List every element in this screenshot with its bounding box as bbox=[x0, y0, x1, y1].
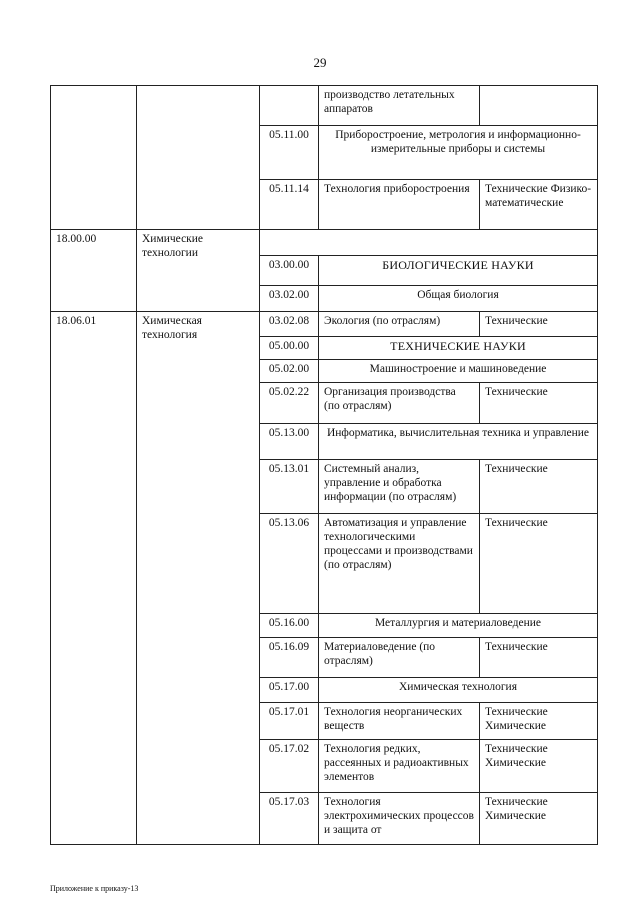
fields-cell: Технические bbox=[480, 514, 598, 614]
title-cell: Организация производства (по отраслям) bbox=[319, 383, 480, 424]
group-heading: Машиностроение и машиноведение bbox=[319, 360, 598, 383]
fields-cell bbox=[480, 86, 598, 126]
fields-cell: Технические bbox=[480, 312, 598, 337]
group-heading: Металлургия и материаловедение bbox=[319, 614, 598, 638]
group-heading: Приборостроение, метрология и информационно-измерительные приборы и системы bbox=[319, 126, 598, 180]
code-cell: 03.02.00 bbox=[260, 286, 319, 312]
group-heading: Химическая технология bbox=[319, 678, 598, 703]
title-cell: Технология электрохимических процессов и защита от bbox=[319, 793, 480, 845]
code-cell: 05.16.00 bbox=[260, 614, 319, 638]
code-cell: 05.11.00 bbox=[260, 126, 319, 180]
code-cell: 05.16.09 bbox=[260, 638, 319, 678]
title-cell: Технология приборостроения bbox=[319, 180, 480, 230]
table-row bbox=[51, 86, 598, 126]
table-row bbox=[51, 312, 598, 337]
fields-cell: Технические Химические bbox=[480, 703, 598, 740]
fields-cell: Технические bbox=[480, 460, 598, 514]
code-cell: 05.13.00 bbox=[260, 424, 319, 460]
code-cell: 05.17.03 bbox=[260, 793, 319, 845]
code-cell: 05.17.00 bbox=[260, 678, 319, 703]
title-cell: Материаловедение (по отраслям) bbox=[319, 638, 480, 678]
code-cell: 05.17.02 bbox=[260, 740, 319, 793]
section-heading: ТЕХНИЧЕСКИЕ НАУКИ bbox=[319, 337, 598, 360]
fields-cell: Технические bbox=[480, 383, 598, 424]
title-cell: Технология неорганических веществ bbox=[319, 703, 480, 740]
code-cell: 05.11.14 bbox=[260, 180, 319, 230]
new-name-cell bbox=[137, 86, 260, 230]
group-heading: Информатика, вычислительная техника и управление bbox=[319, 424, 598, 460]
title-cell: Экология (по отраслям) bbox=[319, 312, 480, 337]
code-cell: 03.02.08 bbox=[260, 312, 319, 337]
title-cell: Автоматизация и управление технологическими процессами и производствами (по отраслям) bbox=[319, 514, 480, 614]
code-cell: 05.02.22 bbox=[260, 383, 319, 424]
footer-note: Приложение к приказу-13 bbox=[50, 884, 139, 893]
code-cell bbox=[260, 86, 319, 126]
fields-cell: Технические Химические bbox=[480, 740, 598, 793]
code-cell: 05.00.00 bbox=[260, 337, 319, 360]
group-heading: Общая биология bbox=[319, 286, 598, 312]
section-heading: БИОЛОГИЧЕСКИЕ НАУКИ bbox=[319, 256, 598, 286]
table-row bbox=[51, 230, 598, 256]
fields-cell: Технические Физико-математические bbox=[480, 180, 598, 230]
title-cell: Системный анализ, управление и обработка информации (по отраслям) bbox=[319, 460, 480, 514]
code-cell: 05.13.01 bbox=[260, 460, 319, 514]
title-cell: Технология редких, рассеянных и радиоактивных элементов bbox=[319, 740, 480, 793]
page-number: 29 bbox=[313, 55, 327, 70]
fields-cell: Технические bbox=[480, 638, 598, 678]
code-cell: 05.17.01 bbox=[260, 703, 319, 740]
code-cell: 05.02.00 bbox=[260, 360, 319, 383]
code-cell: 05.13.06 bbox=[260, 514, 319, 614]
specialties-table bbox=[50, 85, 598, 845]
code-cell: 03.00.00 bbox=[260, 256, 319, 286]
new-name-cell: Химическая технология bbox=[137, 312, 260, 845]
fields-cell: Технические Химические bbox=[480, 793, 598, 845]
new-code-cell: 18.00.00 bbox=[51, 230, 137, 312]
title-cell: производство летательных аппаратов bbox=[319, 86, 480, 126]
new-name-cell: Химические технологии bbox=[137, 230, 260, 312]
blank-cell bbox=[260, 230, 598, 256]
new-code-cell: 18.06.01 bbox=[51, 312, 137, 845]
new-code-cell bbox=[51, 86, 137, 230]
